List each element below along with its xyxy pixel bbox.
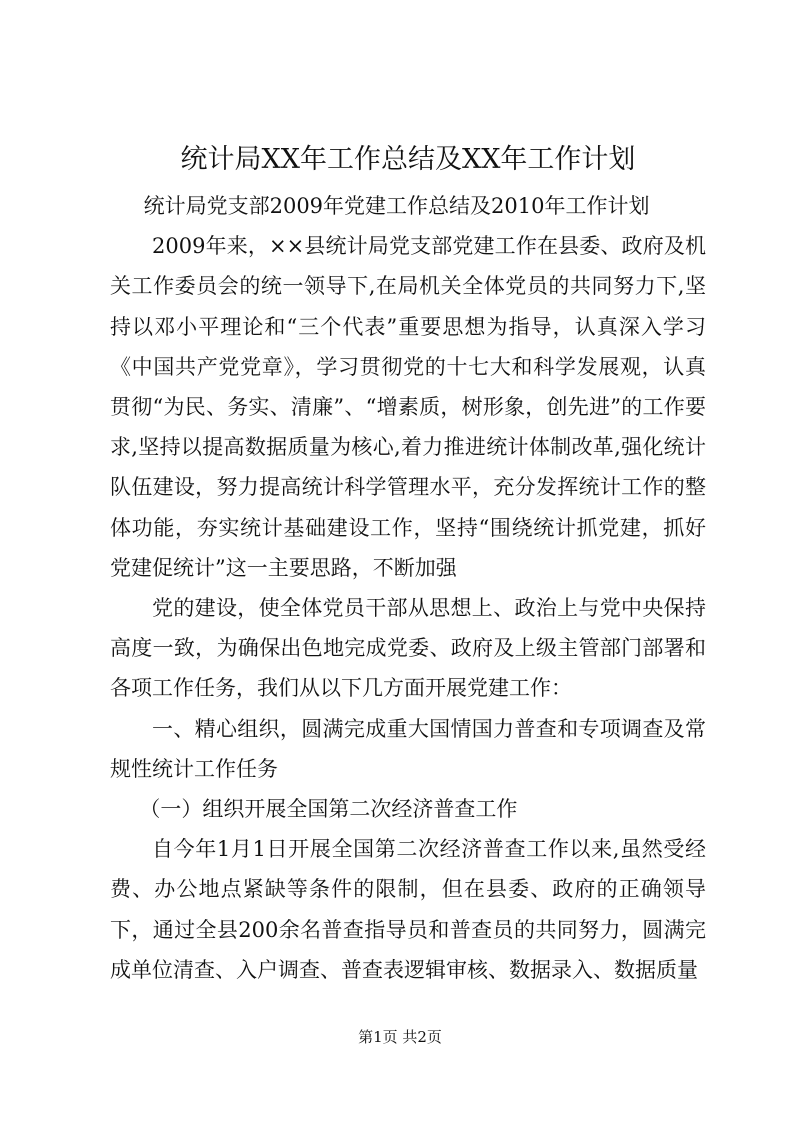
paragraph-intro: 2009年来，××县统计局党支部党建工作在县委、政府及机关工作委员会的统一领导下,在局机关全体党员的共同努力下,坚持以邓小平理论和“三个代表”重要思想为指导，认真深入学习《中国共产党党章》，学习贯彻党的十七大和科学发展观，认真贯彻“为民、务实、清廉”、“增素质，树形象，创先进”的工作要求,坚持以提高数据质量为核心,着力推进统计体制改革,强化统计队伍建设，努力提高统计科学管理水平，充分发挥统计工作的整体功能，夯实统计基础建设工作，坚持“围绕统计抓党建，抓好党建促统计”这一主要思路，不断加强 xyxy=(110,234,706,580)
section-heading-one: 一、精心组织，圆满完成重大国情国力普查和专项调查及常规性统计工作任务 xyxy=(110,716,706,781)
subsection-heading-one: （一）组织开展全国第二次经济普查工作 xyxy=(139,797,518,822)
paragraph-party-building: 党的建设，使全体党员干部从思想上、政治上与党中央保持高度一致，为确保出色地完成党委、政府及上级主管部门部署和各项工作任务，我们从以下几方面开展党建工作： xyxy=(110,596,706,701)
paragraph-economic-census: 自今年1月1日开展全国第二次经济普查工作以来,虽然受经费、办公地点紧缺等条件的限制，但在县委、政府的正确领导下，通过全县200余名普查指导员和普查员的共同努力，圆满完成单位清查、入户调查、普查表逻辑审核、数据录入、数据质量 xyxy=(110,837,706,982)
page-footer: 第1页 共2页 xyxy=(358,1028,442,1046)
document-body xyxy=(110,186,706,990)
document-subtitle: 统计局党支部2009年党建工作总结及2010年工作计划 xyxy=(143,194,650,218)
document-title: 统计局XX年工作总结及XX年工作计划 xyxy=(180,144,636,175)
